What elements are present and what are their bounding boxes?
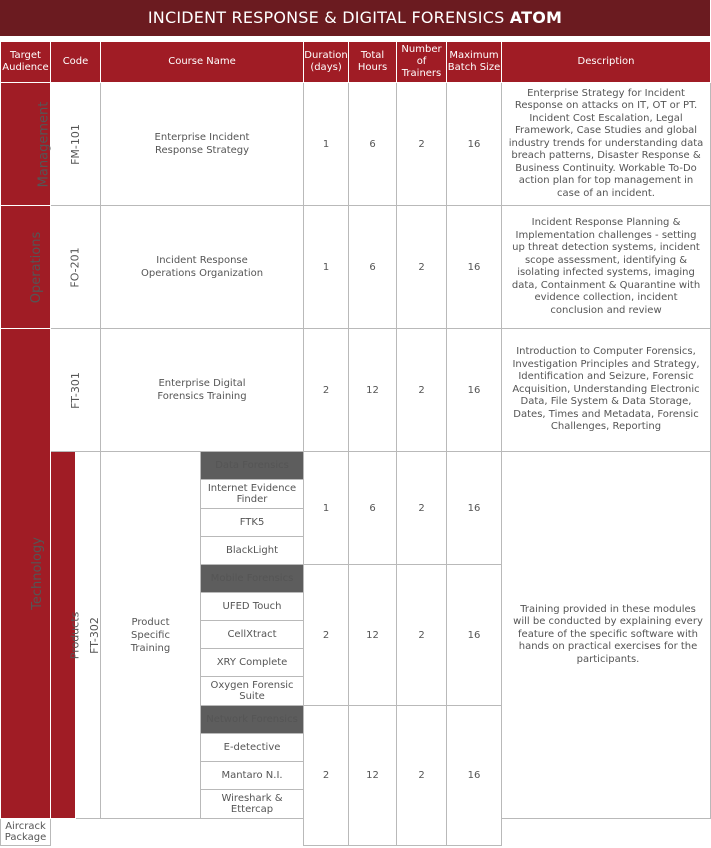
hours-value: 6	[349, 452, 397, 565]
products-label: Products	[68, 611, 82, 659]
table-row	[1, 206, 711, 329]
course-name: Incident Response Operations Organization	[101, 206, 304, 329]
duration-value: 2	[304, 706, 349, 846]
product-item: Wireshark & Ettercap	[201, 790, 304, 819]
duration-value: 1	[304, 452, 349, 565]
duration-value: 1	[304, 206, 349, 329]
trainers-value: 2	[397, 565, 447, 706]
hours-value: 6	[349, 206, 397, 329]
course-code: FT-301	[69, 371, 82, 409]
product-item: Mantaro N.I.	[201, 762, 304, 790]
batch-value: 16	[447, 329, 502, 452]
trainers-value: 2	[397, 83, 447, 206]
batch-value: 16	[447, 565, 502, 706]
course-code: FM-101	[69, 123, 83, 165]
hours-value: 6	[349, 83, 397, 206]
product-item: Aircrack Package	[1, 819, 51, 846]
header-duration: Duration (days)	[304, 42, 349, 83]
header-course: Course Name	[101, 42, 304, 83]
header-code: Code	[51, 42, 101, 83]
header-audience: Target Audience	[1, 42, 51, 83]
banner-title-strong: ATOM	[509, 8, 563, 27]
description-text: Training provided in these modules will be conducted by explaining every feature of the specific software with hands on practical exercises for the participants.	[502, 452, 711, 819]
product-item: Oxygen Forensic Suite	[201, 677, 304, 706]
duration-value: 2	[304, 329, 349, 452]
products-cell	[51, 452, 82, 819]
product-item: Internet Evidence Finder	[201, 480, 304, 509]
batch-value: 16	[447, 83, 502, 206]
banner-title: INCIDENT RESPONSE & DIGITAL FORENSICS	[147, 8, 510, 27]
product-item: CellXtract	[201, 621, 304, 649]
table-row	[1, 329, 711, 452]
audience-label: Technology	[29, 537, 45, 610]
page-banner	[0, 0, 710, 36]
description-text: Introduction to Computer Forensics, Investigation Principles and Strategy, Identification and Seizure, Forensic Acquisition, Understanding Electronic Data, File System & Data Storage, Dates, Times and Metadata, Forensic Challenges, Reporting	[502, 329, 711, 452]
batch-value: 16	[447, 206, 502, 329]
course-code: FO-201	[69, 246, 83, 288]
header-trainers: Number of Trainers	[397, 42, 447, 83]
duration-value: 2	[304, 565, 349, 706]
trainers-value: 2	[397, 452, 447, 565]
product-item: BlackLight	[201, 537, 304, 565]
group-network-forensics: Network Forensics	[201, 706, 304, 734]
description-text: Enterprise Strategy for Incident Response on attacks on IT, OT or PT. Incident Cost Escalation, Legal Framework, Case Studies and global industry trends for understanding data breach patterns, Disaster Response & Business Continuity. Workable To-Do action plan for top management in case of an incident.	[502, 83, 711, 206]
header-description: Description	[502, 42, 711, 83]
duration-value: 1	[304, 83, 349, 206]
trainers-value: 2	[397, 329, 447, 452]
code-cell	[51, 206, 101, 329]
product-item: UFED Touch	[201, 593, 304, 621]
batch-value: 16	[447, 452, 502, 565]
audience-cell	[1, 83, 51, 206]
product-item: XRY Complete	[201, 649, 304, 677]
audience-cell	[1, 206, 51, 329]
batch-value: 16	[447, 706, 502, 846]
hours-value: 12	[349, 329, 397, 452]
code-cell	[51, 329, 101, 452]
header-batch: Maximum Batch Size	[447, 42, 502, 83]
description-text: Incident Response Planning & Implementation challenges - setting up threat detection systems, incident scope assessment, identifying & isolating infected systems, imaging data, Containment & Quarantine with evidence collection, incident conclusion and review	[502, 206, 711, 329]
trainers-value: 2	[397, 706, 447, 846]
audience-label: Operations	[29, 231, 45, 303]
product-item: E-detective	[201, 734, 304, 762]
group-mobile-forensics: Mobile Forensics	[201, 565, 304, 593]
product-item: FTK5	[201, 509, 304, 537]
course-name: Enterprise Digital Forensics Training	[101, 329, 304, 452]
hours-value: 12	[349, 706, 397, 846]
header-row	[1, 42, 711, 83]
table-row	[1, 83, 711, 206]
audience-cell	[1, 329, 51, 819]
course-name: Enterprise Incident Response Strategy	[101, 83, 304, 206]
group-data-forensics: Data Forensics	[201, 452, 304, 480]
code-cell	[51, 83, 101, 206]
hours-value: 12	[349, 565, 397, 706]
course-table	[0, 41, 711, 846]
trainers-value: 2	[397, 206, 447, 329]
table-row	[1, 452, 711, 480]
course-code: FT-302	[87, 616, 101, 654]
course-name: Product Specific Training	[101, 452, 201, 819]
header-hours: Total Hours	[349, 42, 397, 83]
audience-label: Management	[36, 101, 52, 187]
